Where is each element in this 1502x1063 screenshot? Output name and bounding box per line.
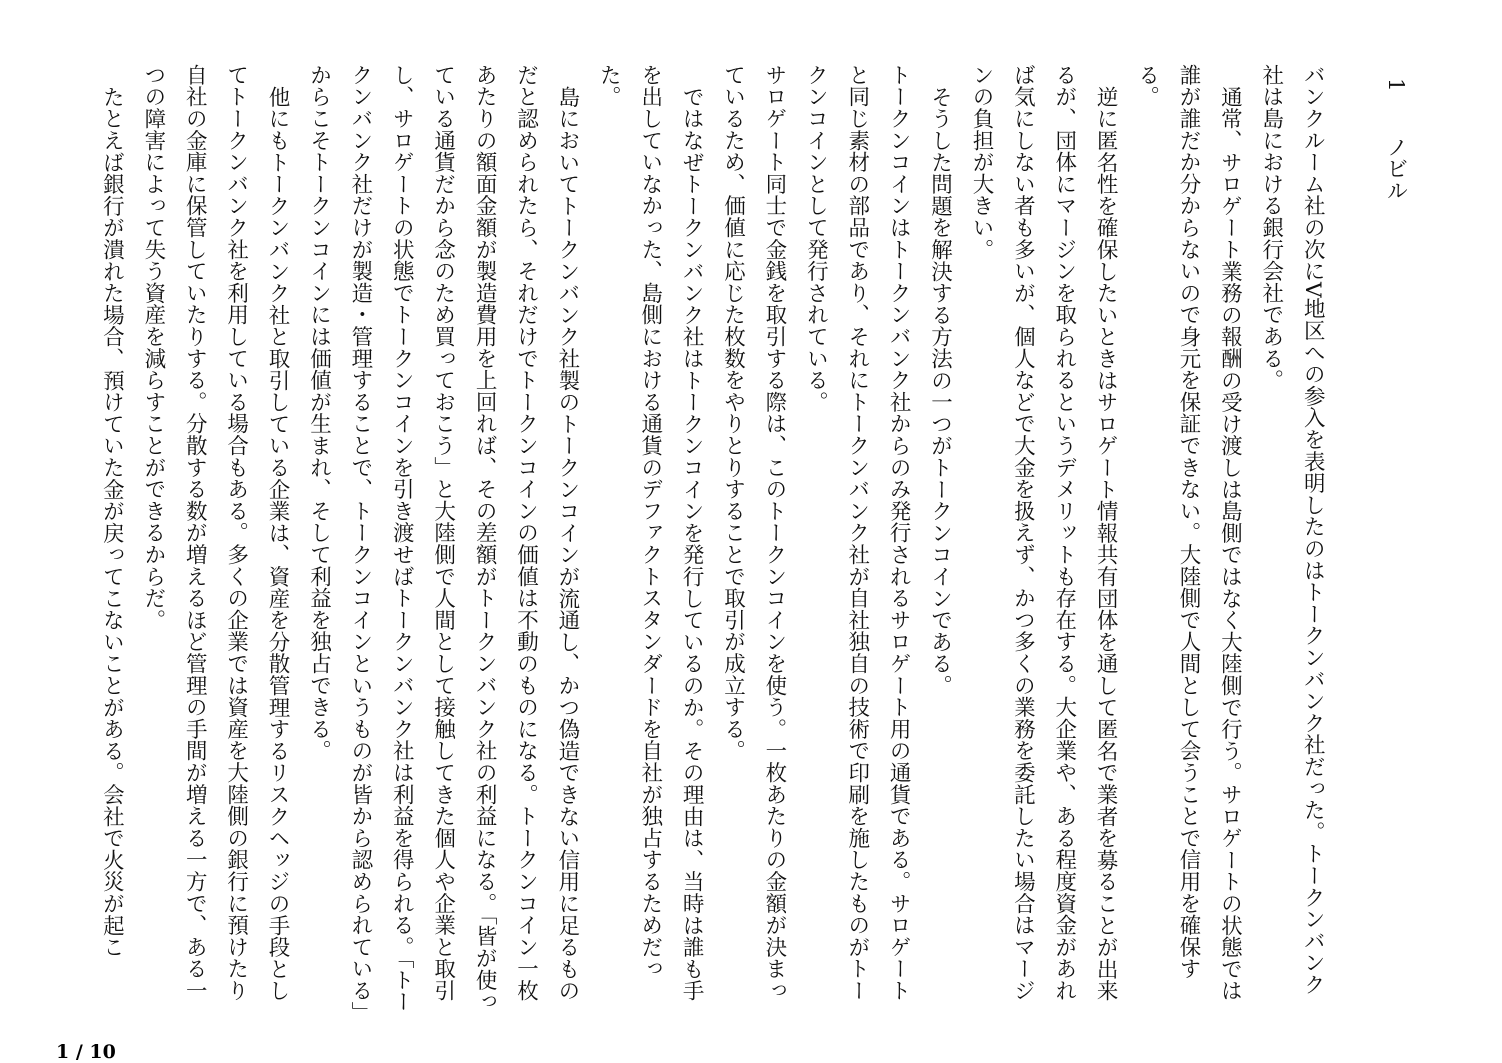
blank-line bbox=[1333, 64, 1374, 1016]
paragraph: 他にもトークンバンク社と取引している企業は、資産を分散管理するリスクヘッジの手段としてトークンバンク社を利用している場合もある。多くの企業では資産を大陸側の銀行に預けたり自社の金庫に保管していたりする。分散する数が増えるほど管理の手間が増える一方で、ある一つの障害によって失う資産を減らすことができるからだ。 bbox=[140, 64, 291, 1002]
paragraph: 通常、サロゲート業務の報酬の受け渡しは島側ではなく大陸側で行う。サロゲートの状態では誰が誰だか分からないので身元を保証できない。大陸側で人間として会うことで信用を確保する。 bbox=[1134, 64, 1243, 1002]
chapter-number: 1 bbox=[1383, 78, 1408, 92]
chapter-heading bbox=[1375, 64, 1416, 1016]
chapter-title: ノビル bbox=[1383, 135, 1408, 202]
vertical-text-body bbox=[46, 64, 1416, 1016]
paragraph: バンクルーム社の次にV地区への参入を表明したのはトークンバンク社だった。トークンバンク社は島における銀行会社である。 bbox=[1258, 64, 1326, 996]
paragraph: 逆に匿名性を確保したいときはサロゲート情報共有団体を通して匿名で業者を募ることが出来るが、団体にマージンを取られるというデメリットも存在する。大企業や、ある程度資金があれば気にしない者も多いが、個人などで大金を扱えず、かつ多くの業務を委託したい場合はマージンの負担が大きい。 bbox=[968, 64, 1119, 1002]
paragraph: たとえば銀行が潰れた場合、預けていた金が戻ってこないことがある。会社で火災が起こ bbox=[99, 85, 125, 958]
paragraph: そうした問題を解決する方法の一つがトークンコインである。 bbox=[927, 85, 953, 696]
paragraph: サロゲート同士で金銭を取引する際は、このトークンコインを使う。一枚あたりの金額が決まっているため、価値に応じた枚数をやりとりすることで取引が成立する。 bbox=[720, 64, 787, 1002]
paragraph: ではなぜトークンバンク社はトークンコインを発行しているのか。その理由は、当時は誰も手を出していなかった、島側における通貨のデファクトスタンダードを自社が独占するためだった。 bbox=[596, 64, 705, 1002]
page-indicator: 1 / 10 bbox=[56, 1041, 116, 1063]
paragraph: トークンコインはトークンバンク社からのみ発行されるサロゲート用の通貨である。サロゲートと同じ素材の部品であり、それにトークンバンク社が自社独自の技術で印刷を施したものがトークンコインとして発行されている。 bbox=[803, 64, 912, 1002]
paragraph: 島においてトークンバンク社製のトークンコインが流通し、かつ偽造できない信用に足るものだと認められたら、それだけでトークンコインの価値は不動のものになる。トークンコイン一枚あたりの額面金額が製造費用を上回れば、その差額がトークンバンク社の利益になる。「皆が使っている通貨だから念のため買っておこう」と大陸側で人間として接触してきた個人や企業と取引し、サロゲートの状態でトークンコインを引き渡せばトークンバンク社は利益を得られる。「トークンバンク社だけが製造・管理することで、トークンコインというものが皆から認められている」からこそトークンコインには価値が生まれ、そして利益を独占できる。 bbox=[306, 64, 580, 1013]
